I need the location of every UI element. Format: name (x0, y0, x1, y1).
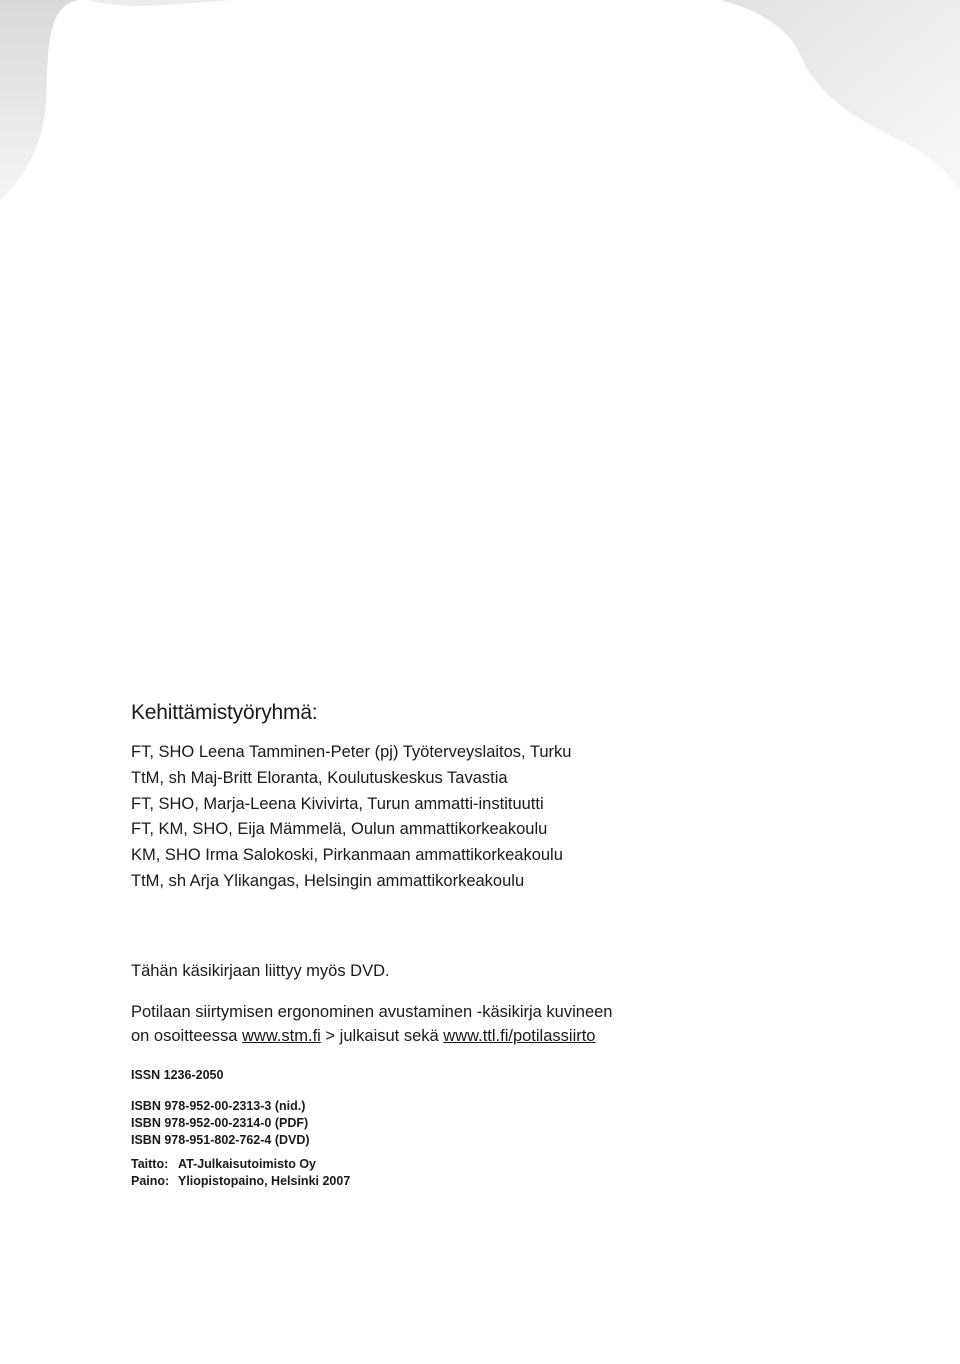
publication-credits (131, 1156, 891, 1190)
left-wave-shape (0, 0, 80, 200)
isbn-dvd: ISBN 978-951-802-762-4 (DVD) (131, 1132, 310, 1147)
print-credit-value: Yliopistopaino, Helsinki 2007 (178, 1173, 351, 1188)
team-member: FT, SHO Leena Tamminen-Peter (pj) Työterveyslaitos, Turku (131, 743, 572, 761)
guide-availability-note (131, 1000, 891, 1048)
ttl-potilassiirto-link[interactable]: www.ttl.fi/potilassiirto (443, 1026, 596, 1045)
isbn-print: ISBN 978-952-00-2313-3 (nid.) (131, 1098, 306, 1113)
team-member: KM, SHO Irma Salokoski, Pirkanmaan ammattikorkeakoulu (131, 846, 563, 865)
right-wave-shape (720, 0, 960, 190)
team-member: TtM, sh Arja Ylikangas, Helsingin ammattikorkeakoulu (131, 871, 525, 890)
top-wave-band (90, 0, 230, 6)
isbn-pdf: ISBN 978-952-00-2314-0 (PDF) (131, 1115, 309, 1130)
decorative-wave-background (0, 0, 960, 260)
isbn-list (131, 1098, 891, 1149)
guide-line-2-prefix: on osoitteessa (131, 1026, 242, 1045)
print-credit-label: Paino: (131, 1173, 170, 1188)
stm-link[interactable]: www.stm.fi (242, 1026, 321, 1045)
dvd-note: Tähän käsikirjaan liittyy myös DVD. (131, 961, 390, 980)
layout-credit-value: AT-Julkaisutoimisto Oy (178, 1156, 316, 1171)
team-member-list (131, 740, 891, 895)
team-member: FT, SHO, Marja-Leena Kivivirta, Turun ammatti-instituutti (131, 794, 544, 813)
team-member: TtM, sh Maj-Britt Eloranta, Koulutuskeskus Tavastia (131, 768, 508, 787)
issn: ISSN 1236-2050 (131, 1067, 224, 1082)
team-member: FT, KM, SHO, Eija Mämmelä, Oulun ammattikorkeakoulu (131, 820, 548, 839)
guide-line-2-middle: > julkaisut sekä (320, 1026, 444, 1045)
layout-credit-label: Taitto: (131, 1156, 169, 1171)
document-content (131, 698, 891, 1190)
print-credit (131, 1173, 891, 1190)
guide-line-1: Potilaan siirtymisen ergonominen avustaminen -käsikirja kuvineen (131, 1002, 613, 1021)
layout-credit (131, 1156, 891, 1173)
team-heading: Kehittämistyöryhmä: (131, 701, 318, 724)
